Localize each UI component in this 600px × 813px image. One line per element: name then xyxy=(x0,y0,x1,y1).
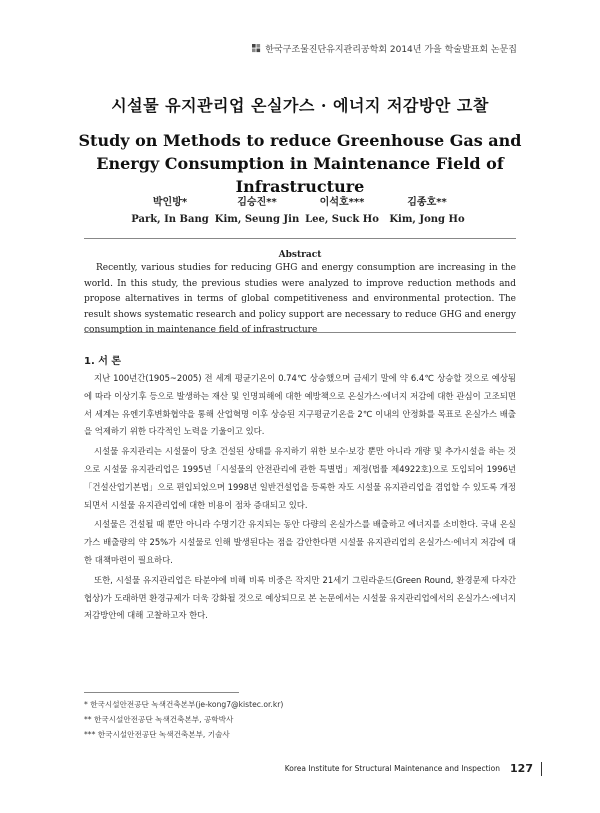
author-name-english: Kim, Jong Ho xyxy=(389,214,465,225)
abstract-divider xyxy=(84,332,516,333)
author-name-korean: 김승진** xyxy=(237,197,277,208)
footer-journal-name: Korea Institute for Structural Maintenance and Inspection xyxy=(284,764,501,773)
page-number: 127 xyxy=(510,762,533,775)
footnote: *** 한국시설안전공단 녹색건축본부, 기술사 xyxy=(84,730,230,739)
author-list xyxy=(0,193,600,229)
author-name-english: Lee, Suck Ho xyxy=(305,214,379,225)
title-divider xyxy=(84,238,516,239)
author-name-english: Kim, Seung Jin xyxy=(214,214,300,225)
section-heading-introduction: 1. 서 론 xyxy=(84,356,122,367)
abstract-text: Recently, various studies for reducing GHG and energy consumption are increasing in the world. In this study, the previous studies were analyzed to improve reduction methods and propose alternatives in terms of global competitiveness and environmental protection. The result shows systematic research and policy support are necessary to reduce GHG and energy consumption in maintenance field of infrastructure xyxy=(84,263,516,335)
abstract-heading: Abstract xyxy=(278,250,322,260)
body-paragraph: 또한, 시설물 유지관리업은 타분야에 비해 비록 비중은 작지만 21세기 그린라운드(Green Round, 환경문제 다자간협상)가 도래하면 환경규제가 더욱 강화될 것으로 예상되므로 본 논문에서는 시설물 유지관리업에서의 온실가스·에너지 저감방안에 대해 고찰하고자 한다. xyxy=(84,574,516,621)
author xyxy=(377,193,477,225)
paper-title-korean: 시설물 유지관리업 온실가스 · 에너지 저감방안 고찰 xyxy=(111,96,489,115)
body-paragraph: 시설물 유지관리는 시설물이 당초 건설된 상태를 유지하기 위한 보수·보강 뿐만 아니라 개량 및 추가시설을 하는 것으로 시설물 유지관리업은 1995년「시설물의 안전관리에 관한 특별법」제정(법률 제4922호)으로 도입되어 1996년「건설산업기본법」으로 편입되었으며 1998년 일반건설업을 등록한 자도 시설물 유지관리업을 겸업할 수 있도록 개정되면서 시설물 유지관리업에 대한 비용이 점차 증대되고 있다. xyxy=(84,446,516,510)
leaf-bullet-icon xyxy=(252,44,261,53)
body-paragraph: 시설물은 건설될 때 뿐만 아니라 수명기간 유지되는 동안 다량의 온실가스를 배출하고 에너지를 소비한다. 국내 온실가스 배출량의 약 25%가 시설물로 인해 발생된다는 점을 감안한다면 시설물 유지관리업의 온실가스·에너지 저감에 대한 대책마련이 필요하다. xyxy=(84,519,516,565)
author-name-korean: 이석호*** xyxy=(319,197,365,208)
author-name-korean: 박인방* xyxy=(152,197,188,208)
author xyxy=(120,193,220,225)
paper-title-english: Study on Methods to reduce Greenhouse Gas and Energy Consumption in Maintenance Field of Infrastructure xyxy=(78,131,522,196)
footnote: ** 한국시설안전공단 녹색건축본부, 공학박사 xyxy=(84,715,234,724)
page-footer xyxy=(285,758,542,774)
author-name-korean: 김종호** xyxy=(407,197,447,208)
introduction-body xyxy=(84,370,516,627)
footnote-divider xyxy=(84,692,239,693)
running-header xyxy=(0,42,600,62)
footnote: * 한국시설안전공단 녹색건축본부(je-kong7@kistec.or.kr) xyxy=(84,700,284,709)
running-header-text xyxy=(252,42,517,55)
footnotes xyxy=(84,697,384,742)
author-name-english: Park, In Bang xyxy=(131,214,209,225)
footer-separator xyxy=(541,762,542,776)
running-title: 한국구조물진단유지관리공학회 2014년 가을 학술발표회 논문집 xyxy=(265,45,517,55)
body-paragraph: 지난 100년간(1905~2005) 전 세계 평균기온이 0.74℃ 상승했으며 금세기 말에 약 6.4℃ 상승할 것으로 예상됨에 따라 이상기후 등으로 발생하는 재산 및 인명피해에 대한 예방책으로 온실가스·에너지 저감에 대한 관심이 고조되면서 세계는 유엔기후변화협약을 통해 산업혁명 이후 상승된 지구평균기온을 2℃ 이내의 안정화를 목표로 온실가스 배출을 억제하기 위한 다각적인 노력을 기울이고 있다. xyxy=(84,373,516,437)
